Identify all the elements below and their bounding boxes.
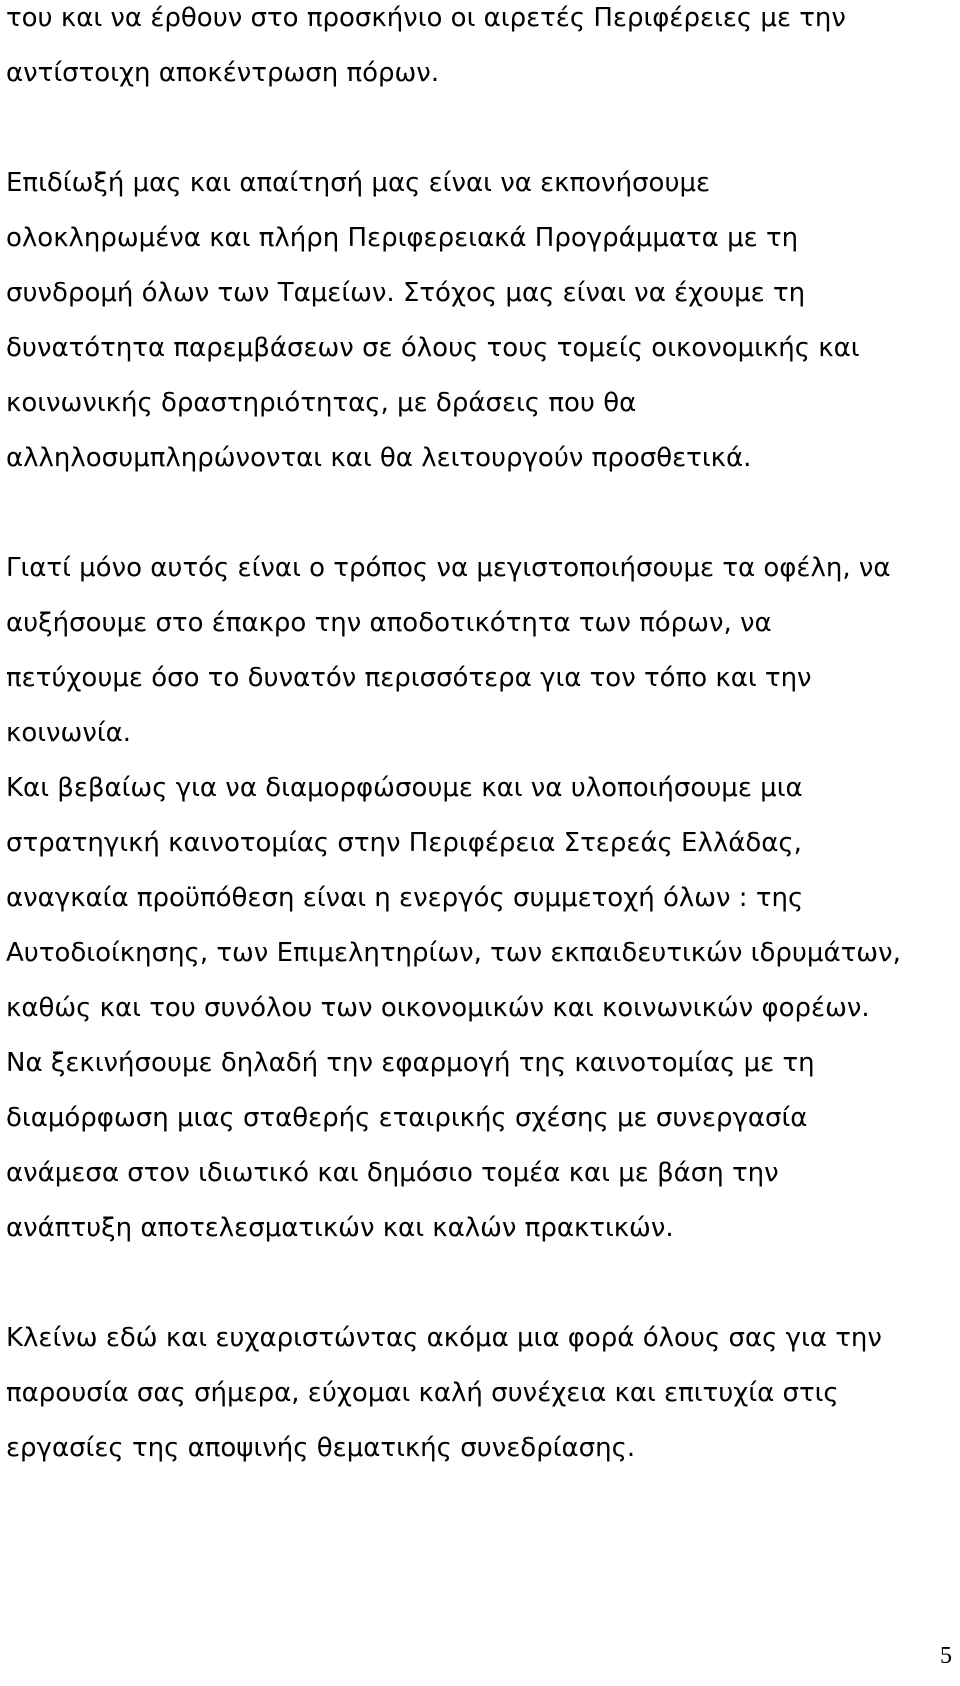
text-line: Αυτοδιοίκησης, των Επιμελητηρίων, των εκπαιδευτικών ιδρυμάτων, xyxy=(6,938,901,968)
text-line: του και να έρθουν στο προσκήνιο οι αιρετές Περιφέρειες με την xyxy=(6,3,846,33)
text-line: πετύχουμε όσο το δυνατόν περισσότερα για τον τόπο και την xyxy=(6,663,812,693)
text-line: Κλείνω εδώ και ευχαριστώντας ακόμα μια φορά όλους σας για την xyxy=(6,1323,882,1353)
text-line: διαμόρφωση μιας σταθερής εταιρικής σχέσης με συνεργασία xyxy=(6,1103,808,1133)
text-line: Γιατί μόνο αυτός είναι ο τρόπος να μεγιστοποιήσουμε τα οφέλη, να xyxy=(6,553,891,583)
text-line: ανάμεσα στον ιδιωτικό και δημόσιο τομέα και με βάση την xyxy=(6,1158,779,1188)
text-line: Και βεβαίως για να διαμορφώσουμε και να υλοποιήσουμε μια xyxy=(6,773,803,803)
text-line: παρουσία σας σήμερα, εύχομαι καλή συνέχεια και επιτυχία στις xyxy=(6,1378,839,1408)
text-line: Επιδίωξή μας και απαίτησή μας είναι να εκπονήσουμε xyxy=(6,168,711,198)
text-line: δυνατότητα παρεμβάσεων σε όλους τους τομείς οικονομικής και xyxy=(6,333,860,363)
text-line: εργασίες της αποψινής θεματικής συνεδρίασης. xyxy=(6,1433,636,1463)
text-line: αντίστοιχη αποκέντρωση πόρων. xyxy=(6,58,440,88)
text-line: αλληλοσυμπληρώνονται και θα λειτουργούν προσθετικά. xyxy=(6,443,752,473)
page-number: 5 xyxy=(940,1643,952,1669)
text-line: αναγκαία προϋπόθεση είναι η ενεργός συμμετοχή όλων : της xyxy=(6,883,804,913)
text-line: ολοκληρωμένα και πλήρη Περιφερειακά Προγράμματα με τη xyxy=(6,223,799,253)
text-line: συνδρομή όλων των Ταμείων. Στόχος μας είναι να έχουμε τη xyxy=(6,278,806,308)
text-line: ανάπτυξη αποτελεσματικών και καλών πρακτικών. xyxy=(6,1213,674,1243)
text-line: αυξήσουμε στο έπακρο την αποδοτικότητα των πόρων, να xyxy=(6,608,772,638)
text-line: Να ξεκινήσουμε δηλαδή την εφαρμογή της καινοτομίας με τη xyxy=(6,1048,815,1078)
text-line: κοινωνία. xyxy=(6,718,132,748)
text-line: στρατηγική καινοτομίας στην Περιφέρεια Στερεάς Ελλάδας, xyxy=(6,828,802,858)
text-line: κοινωνικής δραστηριότητας, με δράσεις που θα xyxy=(6,388,637,418)
text-line: καθώς και του συνόλου των οικονομικών και κοινωνικών φορέων. xyxy=(6,993,870,1023)
